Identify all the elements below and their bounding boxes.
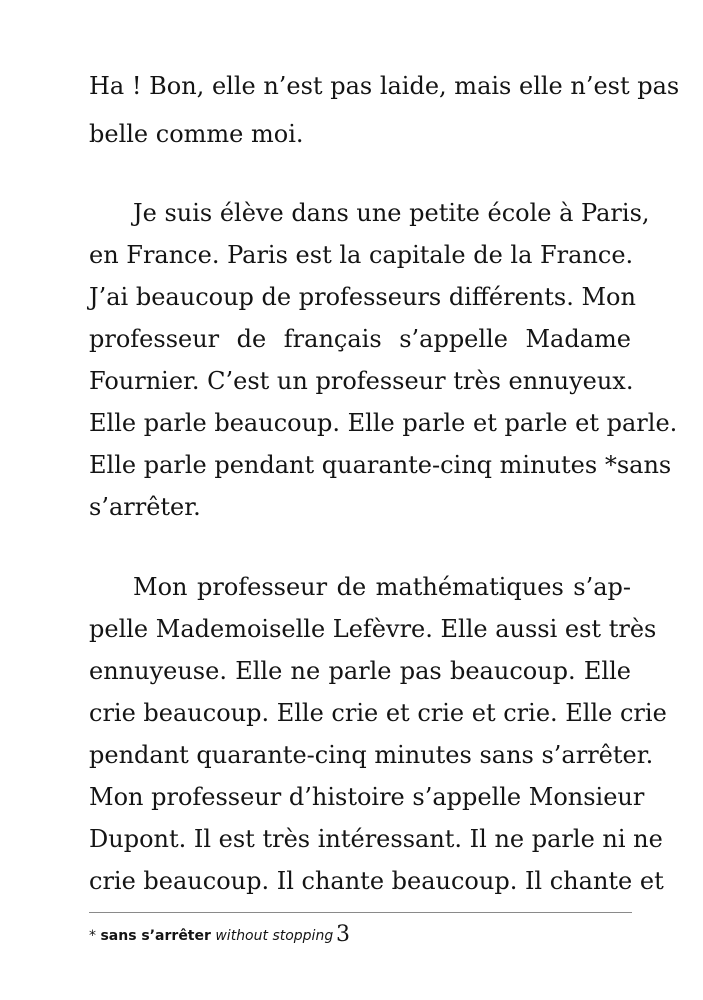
footnote-divider <box>89 912 632 913</box>
footnote-marker: * <box>89 928 101 944</box>
text-line: pelle Mademoiselle Lefèvre. Elle aussi est très <box>89 615 657 643</box>
text-line: crie beaucoup. Elle crie et crie et crie. Elle crie <box>89 699 667 727</box>
text-line: Mon professeur de mathématiques s’ap- <box>133 573 631 601</box>
text-line: Fournier. C’est un professeur très ennuyeux. <box>89 367 634 395</box>
page-number: 3 <box>336 922 350 947</box>
text-line: s’arrêter. <box>89 493 201 521</box>
text-line: J’ai beaucoup de professeurs différents. Mon <box>89 283 636 311</box>
text-line: belle comme moi. <box>89 120 304 148</box>
text-line: Mon professeur d’histoire s’appelle Monsieur <box>89 783 645 811</box>
footnote-term: sans s’arrêter <box>100 928 211 944</box>
text-line: ennuyeuse. Elle ne parle pas beaucoup. Elle <box>89 657 631 685</box>
text-line: Elle parle beaucoup. Elle parle et parle et parle. <box>89 409 678 437</box>
text-line: Dupont. Il est très intéressant. Il ne parle ni ne <box>89 825 663 853</box>
text-line: professeur de français s’appelle Madame <box>89 325 631 353</box>
footnote-gloss: without stopping <box>215 928 334 944</box>
text-line: crie beaucoup. Il chante beaucoup. Il chante et <box>89 867 664 895</box>
footnote <box>89 926 333 946</box>
text-line: en France. Paris est la capitale de la France. <box>89 241 634 269</box>
text-line: pendant quarante-cinq minutes sans s’arrêter. <box>89 741 654 769</box>
text-line: Elle parle pendant quarante-cinq minutes *sans <box>89 451 672 479</box>
text-line: Je suis élève dans une petite école à Paris, <box>133 199 650 227</box>
text-line: Ha ! Bon, elle n’est pas laide, mais elle n’est pas <box>89 72 680 100</box>
